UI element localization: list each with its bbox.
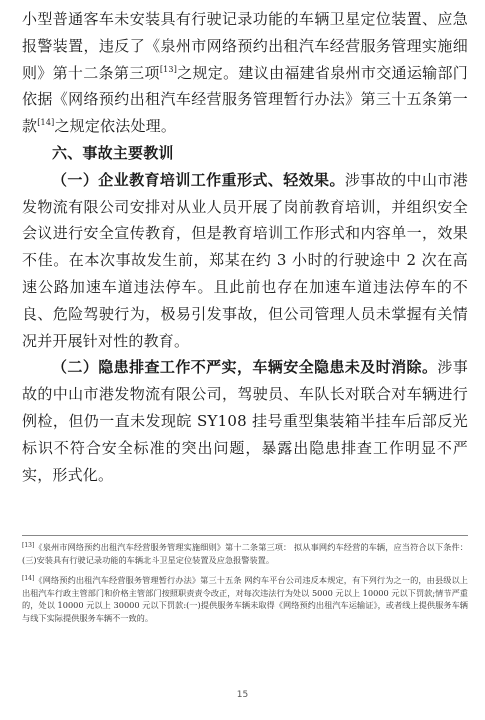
paragraph-2 [22,167,468,355]
footnotes [22,535,468,631]
subsection-title: （一）企业教育培训工作重形式、轻效果。 [52,170,345,189]
paragraph-text: 涉事故的中山市港发物流有限公司，驾驶员、车队长对联合对车辆进行例检，但仍一直未发现皖 SY108 挂号重型集装箱半挂车后部反光标识不符合安全标准的突出问题，暴露出隐患排查工作明显不严实，形式化。 [22,358,468,484]
paragraph-text: 之规定依法处理。 [54,117,177,136]
footnote-marker: [13] [22,542,35,549]
footnote-ref-14[interactable]: [14] [37,118,55,128]
page-number: 15 [236,690,249,700]
footnote-text: 《网络预约出租汽车经营服务管理暂行办法》第三十五条 网约车平台公司违反本规定，有下列行为之一的，由县级以上出租汽车行政主管部门和价格主管部门按照职责责令改正，对每次违法行为处以 5000 元以上 10000 元以下罚款;情节严重的，处以 10000 元以上 30000 元以下罚款:(一)提供服务车辆未取得《网络预约出租汽车运输证》，或者线上提供服务车辆与线下实际提供服务车辆不一致的。 [22,575,468,623]
paragraph-3 [22,354,468,488]
paragraph-1 [22,6,468,140]
paragraph-text: 小型普通客车未安装具有行驶记录功能的车辆卫星定位装置、应急报警装置，违反了《泉州市网络预约出租汽车经营服务管理实施细则》第十二条第三项 [22,10,468,82]
footnote-ref-13[interactable]: [13] [159,64,178,74]
section-heading: 六、事故主要教训 [52,143,174,162]
subsection-title: （二）隐患排查工作不严实，车辆安全隐患未及时消除。 [52,358,438,377]
footnote-marker: [14] [22,575,35,582]
footnote-14 [22,573,468,624]
footnote-13 [22,540,468,566]
paragraph-text: 涉事故的中山市港发物流有限公司安排对从业人员开展了岗前教育培训，并组织安全会议进行安全宣传教育，但是教育培训工作形式和内容单一，效果不佳。在本次事故发生前，郑某在约 3 小时的行驶途中 2 次在高速公路加速车道违法停车。且此前也存在加速车道违法停车的不良、危险驾驶行为，极易引发事故，但公司管理人员未掌握有关情况并开展针对性的教育。 [22,170,468,350]
paragraph-text: 之规定。建议由福建省泉州市交通运输部门依据《网络预约出租汽车经营服务管理暂行办法》第三十五条第一款 [22,63,468,136]
footnote-text: 《泉州市网络预约出租汽车经营服务管理实施细则》第十二条第三项： 拟从事网约车经营的车辆，应当符合以下条件：(三)安装具有行驶记录功能的车辆北斗卫星定位装置及应急报警装置。 [22,542,468,565]
body-text [22,6,468,488]
